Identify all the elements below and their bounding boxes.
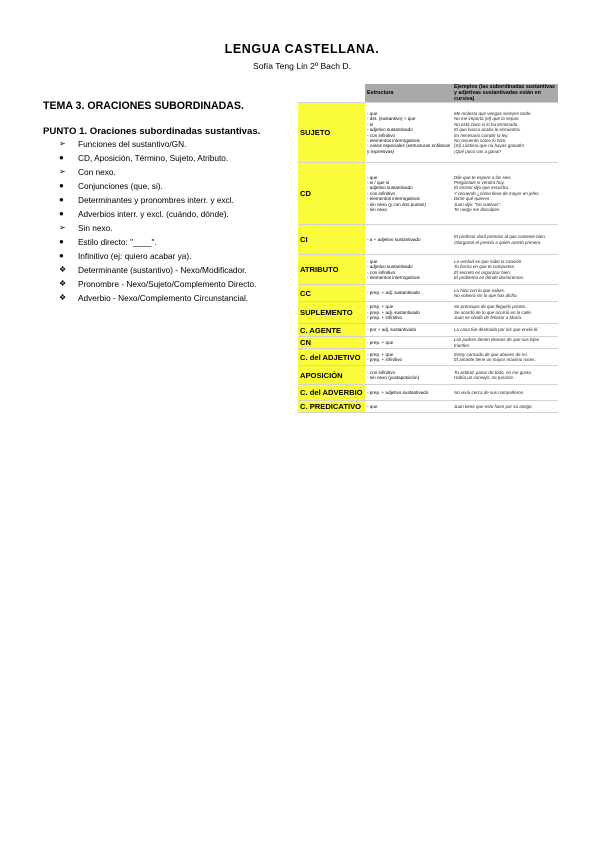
table-row xyxy=(298,255,558,285)
bullet-marker-icon: ➢ xyxy=(59,139,66,148)
structure-line: - que xyxy=(367,174,378,180)
structure-line: - con infinitivo xyxy=(367,190,396,196)
structure-line: - prep. + infinitivo xyxy=(367,357,403,362)
structure-line: - elementos interrogativos xyxy=(367,196,420,202)
example-line: El secreto es organizar bien. xyxy=(454,269,512,275)
summary-table xyxy=(298,84,558,411)
bullet-marker-icon: ❖ xyxy=(59,265,67,274)
table-row xyxy=(298,337,558,349)
structure-line: - por + adj. sustantivado xyxy=(367,327,417,333)
structure-line: - si / que si xyxy=(367,179,390,185)
structure-line: - que xyxy=(367,110,378,116)
examples-cell xyxy=(452,366,558,385)
bullet-marker-icon: ➢ xyxy=(59,167,66,176)
function-cell: CD xyxy=(298,163,365,225)
structure-line: - adjetivo sustantivado xyxy=(367,185,413,191)
example-line: Dile que te espere a las seis. xyxy=(454,174,512,180)
examples-cell xyxy=(452,324,558,337)
example-line: El emisor dijo que escucha. xyxy=(454,185,510,191)
table-row xyxy=(298,302,558,324)
examples-cell xyxy=(452,302,558,324)
table-row xyxy=(298,285,558,302)
structure-line: - prep. + adjetivo sustantivado xyxy=(367,389,429,395)
structure-line: - prep. + infinitivo xyxy=(367,315,403,321)
example-line: La verdad es que sabe la canción. xyxy=(454,258,523,264)
structure-cell xyxy=(365,103,452,163)
document-header xyxy=(0,42,600,71)
table-header-blank xyxy=(298,84,365,103)
list-item xyxy=(43,221,298,235)
example-line: No me importa (el) que lo sepan. xyxy=(454,116,520,122)
example-line: No vivía cerca de sus compañeros. xyxy=(454,389,525,395)
examples-cell xyxy=(452,337,558,349)
table-row xyxy=(298,225,558,255)
example-line: No recuerdo cómo lo hizo. xyxy=(454,137,507,143)
structure-cell xyxy=(365,163,452,225)
structure-cell xyxy=(365,285,452,302)
structure-line: - sin nexo xyxy=(367,207,387,213)
structure-line: - sin nexo (yuxtaposición) xyxy=(367,375,420,380)
function-cell: C. AGENTE xyxy=(298,324,365,337)
list-item xyxy=(43,151,298,165)
list-item-text: Determinantes y pronombres interr. y excl. xyxy=(78,195,234,205)
structure-cell xyxy=(365,349,452,366)
function-cell: CN xyxy=(298,337,365,349)
structure-line: - con infinitivo xyxy=(367,269,396,275)
example-line: Juan dijo: "No vuelvas". xyxy=(454,201,502,207)
bullet-group xyxy=(43,137,298,165)
structure-cell xyxy=(365,385,452,401)
notes-column xyxy=(43,100,298,305)
structure-cell xyxy=(365,401,452,413)
structure-line: - que xyxy=(367,258,378,264)
example-line: No volverá sin lo que has dicho. xyxy=(454,293,518,298)
bullet-marker-icon: ● xyxy=(59,251,64,260)
structure-line: - con infinitivo xyxy=(367,369,396,375)
examples-cell xyxy=(452,349,558,366)
list-item-text: Funciones del sustantivo/GN. xyxy=(78,139,187,149)
function-cell: C. del ADVERBIO xyxy=(298,385,365,401)
example-line: (Sí) Lástima que no hayas ganado! xyxy=(454,143,525,149)
structure-line: - a + adjetivo sustantivado xyxy=(367,236,421,242)
examples-cell xyxy=(452,285,558,302)
structure-line: - adjetivo sustantivado xyxy=(367,264,413,270)
example-line: Estoy cansado de que abuses de mí. xyxy=(454,351,529,357)
structure-line: - con infinitivo xyxy=(367,132,396,138)
list-item xyxy=(43,207,298,221)
bullet-marker-icon: ● xyxy=(59,237,64,246)
list-item-text: Determinante (sustantivo) - Nexo/Modificador. xyxy=(78,265,247,275)
function-cell: SUJETO xyxy=(298,103,365,163)
example-line: El profesor dará premios al que conteste bien. xyxy=(454,234,547,240)
bullet-marker-icon: ❖ xyxy=(59,293,67,302)
list-item xyxy=(43,235,298,249)
function-cell: SUPLEMENTO xyxy=(298,302,365,324)
list-item-text: Adverbio - Nexo/Complemento Circunstancial. xyxy=(78,293,249,303)
structure-line: - prep. + que xyxy=(367,351,394,357)
table-header-structure: Estructura xyxy=(365,84,452,103)
example-line: Juan se olvidó de felicitar a María. xyxy=(454,315,523,321)
example-line: Se preocupa de que lleguéis pronto. xyxy=(454,304,527,310)
bullet-group xyxy=(43,263,298,305)
bullet-marker-icon: ➢ xyxy=(59,223,66,232)
topic-heading: TEMA 3. ORACIONES SUBORDINADAS. xyxy=(43,100,244,112)
list-item-text: Con nexo. xyxy=(78,167,116,177)
example-line: Había un consejo: no pararse. xyxy=(454,375,515,380)
example-line: Es necesario cumplir la ley. xyxy=(454,132,509,138)
list-item xyxy=(43,291,298,305)
example-line: El problema es dónde dormiremos. xyxy=(454,274,525,280)
list-item-text: Estilo directo: "____". xyxy=(78,237,157,247)
examples-cell xyxy=(452,255,558,285)
structure-cell xyxy=(365,255,452,285)
example-line: Juan tiene que esto hace por su amigo. xyxy=(454,403,533,409)
table-row xyxy=(298,385,558,401)
list-item-text: CD, Aposición, Término, Sujeto, Atributo. xyxy=(78,153,229,163)
function-cell: CC xyxy=(298,285,365,302)
list-item xyxy=(43,165,298,179)
structure-line: - prep. + adj. sustantivado xyxy=(367,290,420,296)
example-line: Tu forma en que te comportes. xyxy=(454,264,516,270)
structure-cell xyxy=(365,337,452,349)
structure-line: - elementos interrogativos xyxy=(367,274,420,280)
examples-cell xyxy=(452,225,558,255)
bullet-marker-icon: ❖ xyxy=(59,279,67,288)
function-cell: CI xyxy=(298,225,365,255)
list-item xyxy=(43,249,298,263)
bullet-marker-icon: ● xyxy=(59,153,64,162)
example-line: La casa fue destruida por los que envió él. xyxy=(454,327,539,333)
structure-line: - sin nexo (y con dos puntos) xyxy=(367,201,426,207)
structure-line: - prep. + adj. sustantivado xyxy=(367,309,420,315)
example-line: Pregúntale si vendrá hoy. xyxy=(454,179,505,185)
structure-line: - det. (sustantivo) + que xyxy=(367,116,416,122)
example-line: Lo hizo con lo que sabes. xyxy=(454,287,506,293)
list-item xyxy=(43,193,298,207)
table-row xyxy=(298,349,558,366)
example-line: Te ruego me disculpes. xyxy=(454,207,501,213)
point-heading: PUNTO 1. Oraciones subordinadas sustantivas. xyxy=(43,126,261,137)
list-item-text: Sin nexo. xyxy=(78,223,113,233)
table-row xyxy=(298,324,558,337)
list-item xyxy=(43,137,298,151)
example-line: El amante tiene un mayor máximo roces. xyxy=(454,357,536,362)
structure-cell xyxy=(365,225,452,255)
list-item xyxy=(43,263,298,277)
structure-cell xyxy=(365,366,452,385)
function-cell: C. del ADJETIVO xyxy=(298,349,365,366)
example-line: El que busca acaba lo encuentra. xyxy=(454,127,521,133)
example-line: ¡Qué poco vas a ganar! xyxy=(454,148,502,154)
table-header-examples: Ejemplos (las subordinadas sustantivas y adjetivas sustantivadas están en cursiva) xyxy=(452,84,558,103)
structure-line: - prep. + que xyxy=(367,339,394,345)
structure-line: - prep. + que xyxy=(367,304,394,310)
structure-line: - casos especiales (estructuras enfáticas y expresivas) xyxy=(367,143,450,154)
examples-cell xyxy=(452,385,558,401)
document-author: Sofía Teng Lin 2º Bach D. xyxy=(252,61,352,71)
list-item-text: Pronombre - Nexo/Sujeto/Complemento Directo. xyxy=(78,279,257,289)
table-row xyxy=(298,163,558,225)
structure-line: - elementos interrogativos xyxy=(367,137,420,143)
example-line: No está claro si lo ha terminado. xyxy=(454,121,519,127)
bullet-group xyxy=(43,221,298,263)
structure-line: - que xyxy=(367,403,378,409)
example-line: Me molesta que vengas siempre tarde. xyxy=(454,110,532,116)
function-cell: ATRIBUTO xyxy=(298,255,365,285)
example-line: Otorgaron el premio a quien acertó primero. xyxy=(454,239,542,245)
examples-cell xyxy=(452,401,558,413)
example-line: Y recuerdo ¿cómo llevo de mayor en jefes. xyxy=(454,190,540,196)
table-row xyxy=(298,366,558,385)
bullet-group xyxy=(43,165,298,221)
bullet-marker-icon: ● xyxy=(59,195,64,204)
structure-line: - adjetivo sustantivado xyxy=(367,127,413,133)
table-header-row xyxy=(298,84,558,103)
structure-line: - si xyxy=(367,121,374,127)
table-row xyxy=(298,401,558,413)
document-title: LENGUA CASTELLANA. xyxy=(224,42,380,56)
example-line: Tu actitud, pasar de todo, no me gusta. xyxy=(454,369,532,375)
bullet-marker-icon: ● xyxy=(59,181,64,190)
example-line: Dime qué quieres. xyxy=(454,196,491,202)
list-item-text: Infinitivo (ej: quiero acabar ya). xyxy=(78,251,192,261)
structure-cell xyxy=(365,302,452,324)
list-item xyxy=(43,179,298,193)
examples-cell xyxy=(452,103,558,163)
bullet-marker-icon: ● xyxy=(59,209,64,218)
list-item-text: Adverbios interr. y excl. (cuándo, dónde). xyxy=(78,209,229,219)
table-row xyxy=(298,103,558,163)
function-cell: C. PREDICATIVO xyxy=(298,401,365,413)
list-item xyxy=(43,277,298,291)
example-line: Se acordó de lo que ocurrió en la calle. xyxy=(454,309,533,315)
structure-cell xyxy=(365,324,452,337)
function-cell: APOSICIÓN xyxy=(298,366,365,385)
examples-cell xyxy=(452,163,558,225)
list-item-text: Conjunciones (que, si). xyxy=(78,181,163,191)
example-line: Los padres tienen deseos de que sus hijos triunfen. xyxy=(454,337,540,348)
bullet-groups xyxy=(43,137,298,305)
